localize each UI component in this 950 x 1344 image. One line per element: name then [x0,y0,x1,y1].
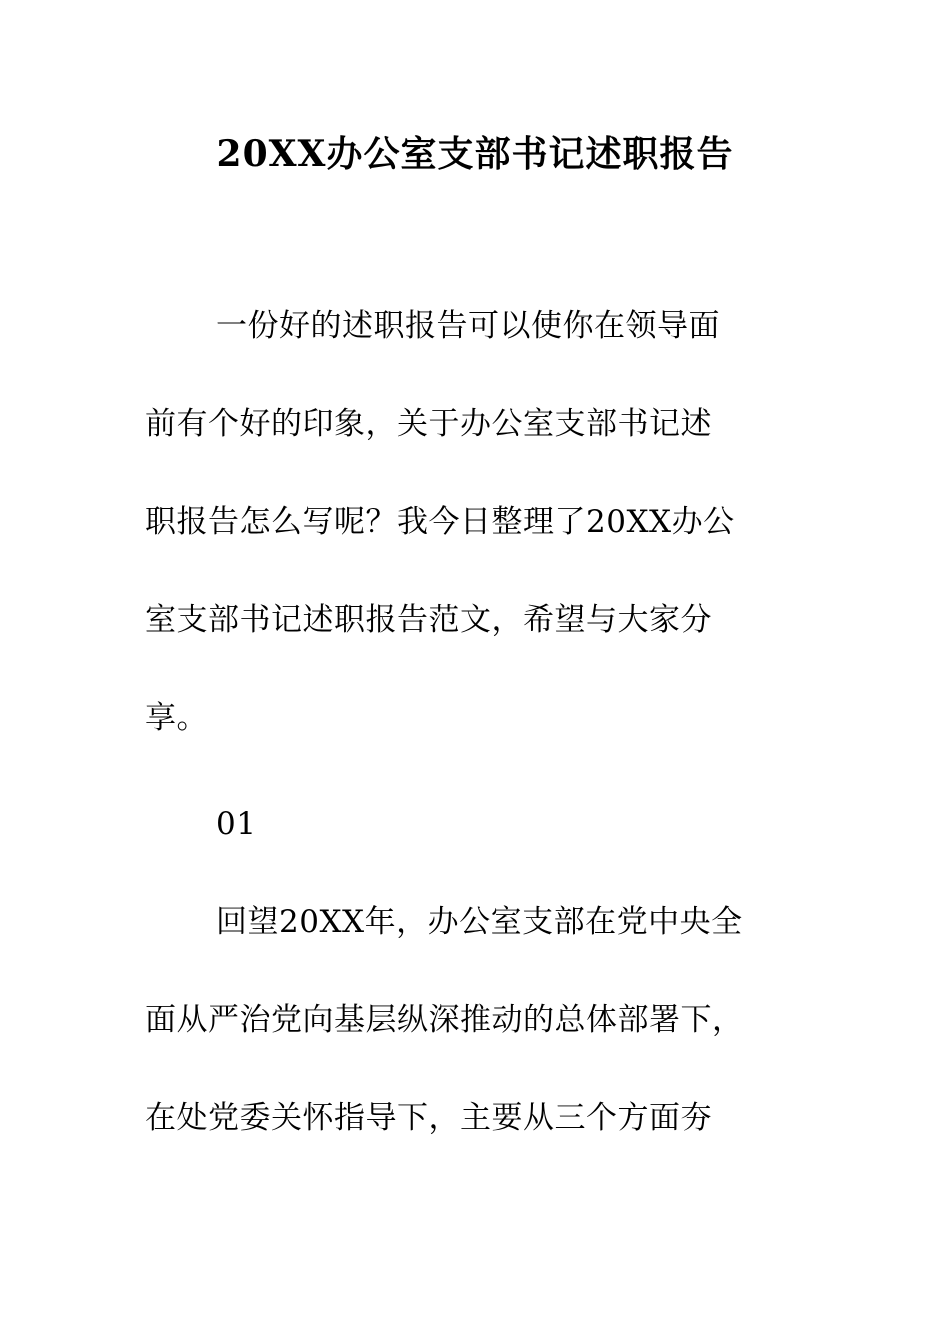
paragraph-line-3: 职报告怎么写呢？我今日整理了20XX办公 [145,504,735,540]
paragraph-line-5: 享。 [145,700,208,736]
paragraph-line-4: 室支部书记述职报告范文，希望与大家分 [145,602,712,638]
section-number: 01 [216,806,257,842]
paragraph-line-8: 在处党委关怀指导下，主要从三个方面夯 [145,1100,712,1136]
paragraph-line-6: 回望20XX年，办公室支部在党中央全 [216,904,743,940]
paragraph-line-1: 一份好的述职报告可以使你在领导面 [216,308,720,344]
document-title: 20XX办公室支部书记述职报告 [216,133,734,175]
paragraph-line-7: 面从严治党向基层纵深推动的总体部署下， [145,1002,744,1038]
paragraph-line-2: 前有个好的印象，关于办公室支部书记述 [145,406,712,442]
